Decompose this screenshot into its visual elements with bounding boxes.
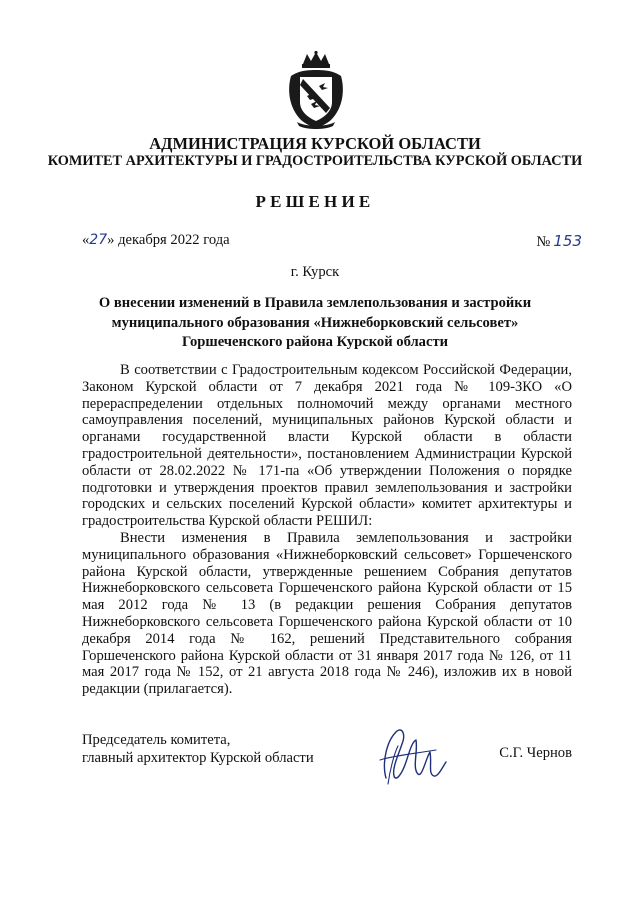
handwritten-signature-icon — [372, 724, 452, 788]
organization-name: АДМИНИСТРАЦИЯ КУРСКОЙ ОБЛАСТИ — [149, 134, 481, 153]
subject-line: Горшеченского района Курской области — [181, 334, 449, 350]
signer-position-line: Председатель комитета, — [82, 732, 231, 748]
body-paragraph: Внести изменения в Правила землепользования и застройки муниципального образования «Нижнеборковский сельсовет» Горшеченского района Курской области, утвержденные решением Собрания депутатов Нижнеборковского сельсовета Горшеченского района Курской области от 15 мая 2012 года № 13 (в редакции решения Собрания депутатов Нижнеборковского сельсовета Горшеченского района Курской области от 10 декабря 2014 года № 162, решений Представительного собрания Горшеченского района Курской области от 31 января 2017 года № 126, от 11 мая 2017 года № 152, от 21 августа 2018 года № 246), изложив их в новой редакции (прилагается). — [82, 529, 572, 698]
date-day-handwritten: 27 — [89, 232, 108, 248]
committee-name: КОМИТЕТ АРХИТЕКТУРЫ И ГРАДОСТРОИТЕЛЬСТВА КУРСКОЙ ОБЛАСТИ — [47, 153, 583, 169]
subject-line: муниципального образования «Нижнеборковский сельсовет» — [111, 314, 519, 331]
number-handwritten: 153 — [553, 232, 582, 250]
signer-name: С.Г. Чернов — [499, 745, 572, 761]
number-prefix: № — [536, 234, 551, 250]
signature-block — [82, 732, 572, 792]
document-subject — [60, 294, 570, 353]
document-number — [536, 232, 582, 251]
body-paragraph: В соответствии с Градостроительным кодексом Российской Федерации, Законом Курской области от 7 декабря 2021 года № 109-ЗКО «О перераспределении отдельных полномочий между органами местного самоуправления поселений, муниципальных районов Курской области и органами государственной власти Курской области в области градостроительной деятельности», постановлением Администрации Курской области от 28.02.2022 № 171-па «Об утверждении Положения о порядке подготовки и утверждения проектов правил землепользования и застройки городских и сельских поселений Курской области» комитет архитектуры и градостроительства Курской области РЕШИЛ: — [82, 362, 572, 530]
document-body — [82, 362, 572, 698]
signer-position-line: главный архитектор Курской области — [82, 749, 314, 766]
signer-position — [82, 732, 314, 767]
document-type-title: РЕШЕНИЕ — [255, 192, 375, 211]
city-name: г. Курск — [290, 264, 340, 280]
subject-line: О внесении изменений в Правила землепользования и застройки — [98, 295, 532, 311]
date-month-year: » декабря 2022 года — [107, 232, 230, 248]
date-number-row — [82, 232, 582, 254]
date-open-quote: « — [82, 232, 90, 248]
document-date — [82, 232, 230, 249]
coat-of-arms-icon — [283, 50, 349, 130]
